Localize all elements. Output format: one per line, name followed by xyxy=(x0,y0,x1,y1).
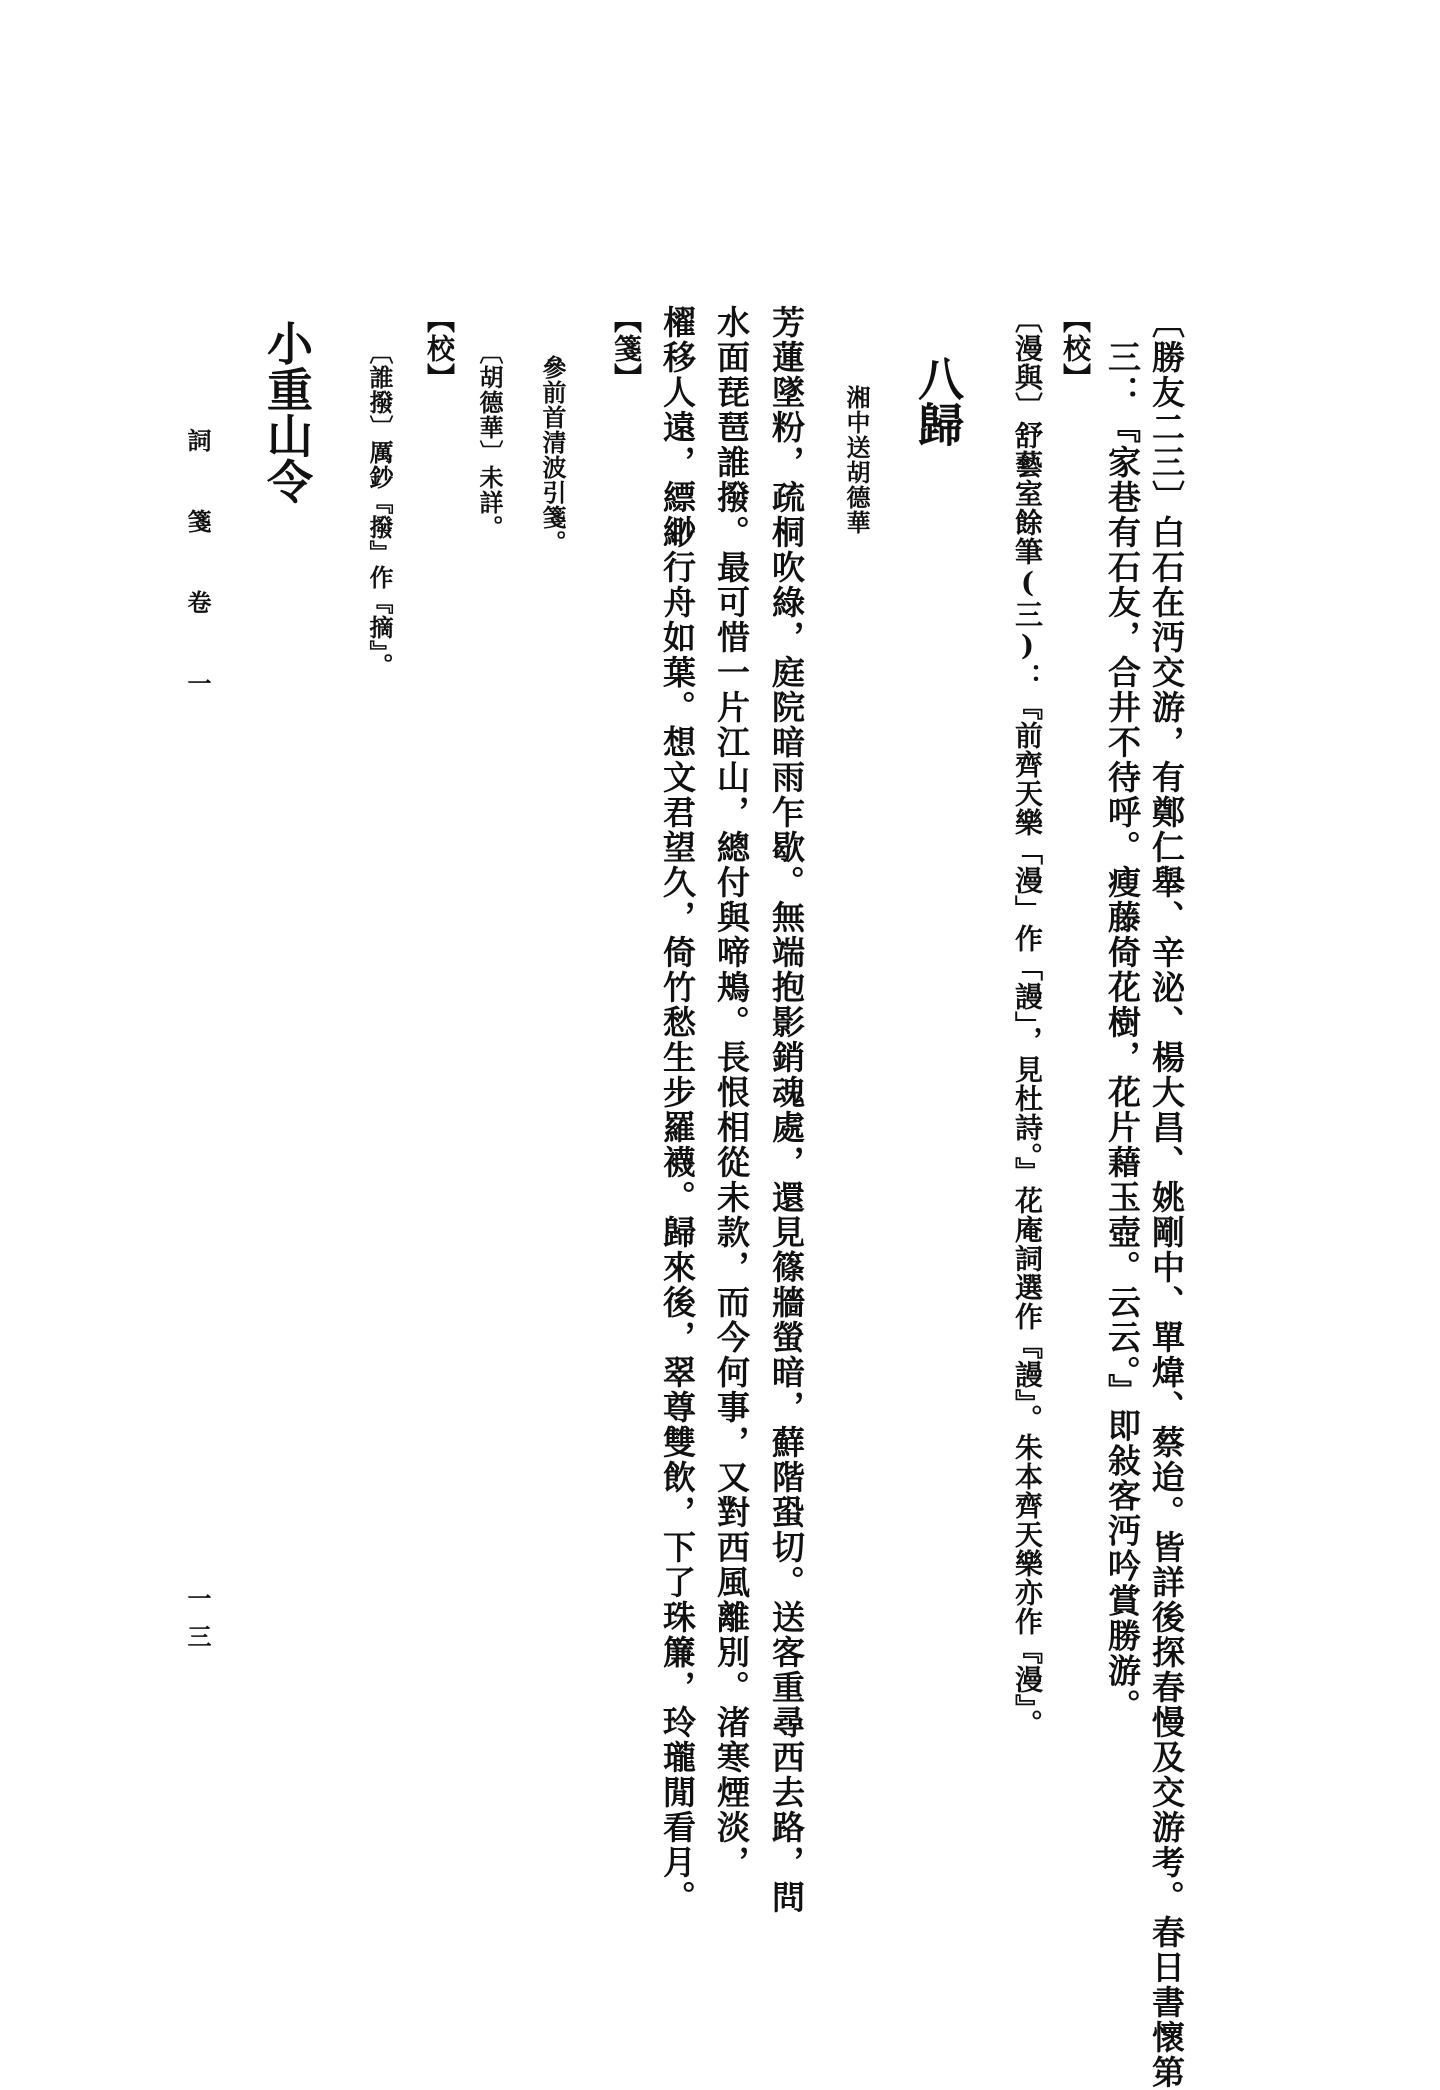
poem-text-column-3: 櫂移人遠，縹緲行舟如葉。想文君望久，倚竹愁生步羅襪。歸來後，翠尊雙飲，下了珠簾，玲瓏閒看月。 xyxy=(658,305,697,1915)
collation-heading-2: 【校】 xyxy=(423,305,456,392)
poem-title: 八歸 xyxy=(911,355,965,447)
running-head-title: 詞 箋 卷 一 xyxy=(183,428,212,709)
annotation-note-1: 參前首清波引箋。 xyxy=(538,355,567,555)
page-number: 一三 xyxy=(183,1586,212,1662)
poem-subtitle: 湘中送胡德華 xyxy=(842,385,871,535)
annotation-heading: 【箋】 xyxy=(610,305,643,392)
poem-text-column-1: 芳蓮墜粉，疏桐吹綠，庭院暗雨乍歇。無端抱影銷魂處，還見篠牆螢暗，蘚階蛩切。送客重尋西去路，問 xyxy=(767,305,806,1915)
commentary-column-1: 〔勝友二三〕白石在沔交游，有鄭仁舉、辛泌、楊大昌、姚剛中、單煒、蔡迨。皆詳後探春慢及交游考。春日書懷第 xyxy=(1147,305,1186,2090)
collation-heading: 【校】 xyxy=(1059,305,1092,392)
next-poem-title: 小重山令 xyxy=(260,320,314,504)
collation-note: 〔漫與〕舒藝室餘筆(三)：『前齊天樂「漫」作「謾」，見杜詩。』花庵詞選作『謾』。朱本齊天樂亦作『漫』。 xyxy=(1011,305,1044,1738)
collation-note-2: 〔誰撥〕厲鈔『撥』作『摘』。 xyxy=(365,340,394,678)
poem-text-column-2: 水面琵琶誰撥。最可惜一片江山，總付與啼鴂。長恨相從未款，而今何事，又對西風離別。渚寒煙淡， xyxy=(712,305,751,1880)
annotation-note-2: 〔胡德華〕未詳。 xyxy=(475,340,504,540)
commentary-column-2: 三：『家巷有石友，合井不待呼。瘦藤倚花樹，花片藉玉壺。云云。』即敍客沔吟賞勝游。 xyxy=(1103,340,1142,1724)
